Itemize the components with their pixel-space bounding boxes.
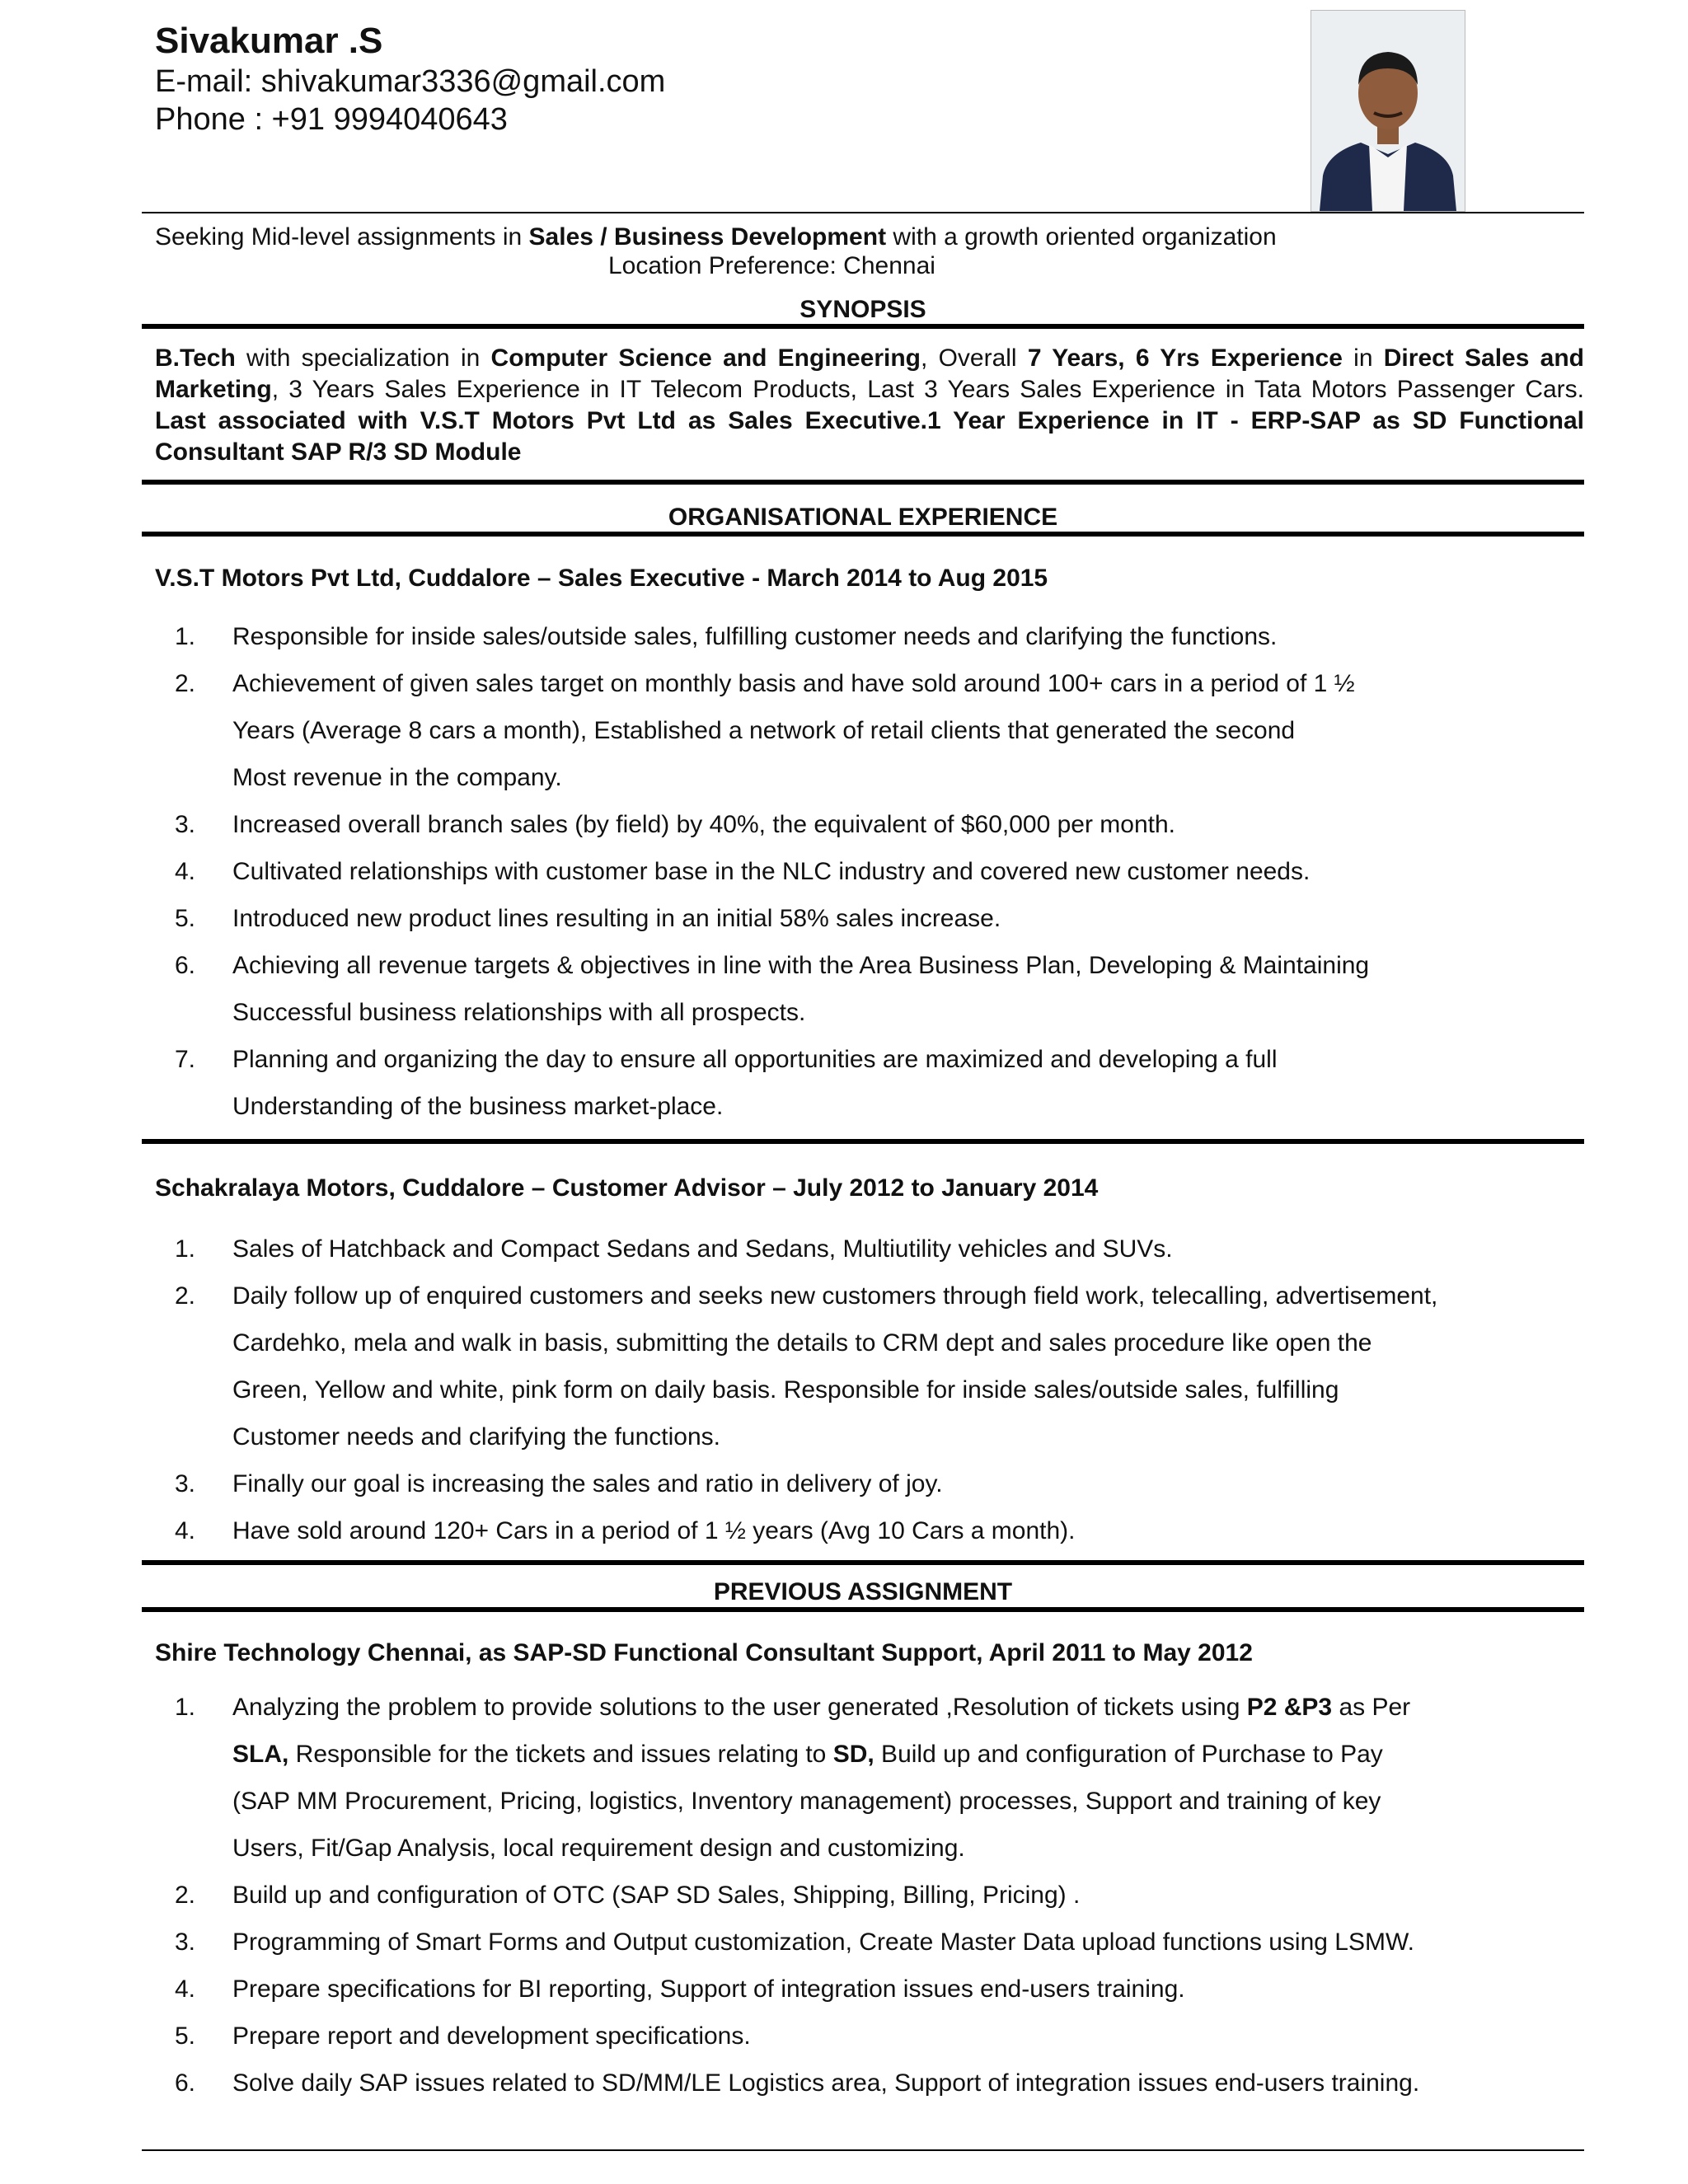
list-item [155,1272,1584,1460]
list-item [155,1684,1584,1872]
list-line: (SAP MM Procurement, Pricing, logistics, Inventory management) processes, Support and training of key [232,1788,1381,1815]
experience-divider [142,532,1584,537]
objective-text: Seeking Mid-level assignments in [155,223,529,251]
last-role-text: Last associated with V.S.T Motors Pvt Ltd as Sales Executive.1 Year Experience in IT - ERP-SAP as SD Functional Consultant SAP R/3 SD Module [155,407,1584,466]
shire-title-dates: , April 2011 to May 2012 [976,1639,1253,1666]
list-line: Understanding of the business market-place. [232,1093,724,1120]
list-item [155,1966,1584,2013]
list-line: Increased overall branch sales (by field) by 40%, the equivalent of $60,000 per month. [232,811,1176,838]
list-line: Successful business relationships with all prospects. [232,999,806,1026]
list-item [155,1460,1584,1507]
list-line: Green, Yellow and white, pink form on daily basis. Responsible for inside sales/outside sales, fulfilling [232,1376,1339,1404]
phone-line: Phone : +91 9994040643 [155,102,508,137]
email-line[interactable]: E-mail: shivakumar3336@gmail.com [155,64,666,99]
list-number: 3. [175,1929,196,1956]
list-number: 7. [175,1046,196,1073]
list-item [155,1507,1584,1554]
list-line: Prepare report and development specifications. [232,2022,751,2050]
list-line: Years (Average 8 cars a month), Established a network of retail clients that generated the second [232,717,1296,744]
list-line: Sales of Hatchback and Compact Sedans and Sedans, Multiutility vehicles and SUVs. [232,1235,1173,1263]
list-number: 5. [175,2022,196,2050]
job-duties-shire [155,1684,1584,2107]
synopsis-paragraph [155,343,1584,468]
list-item [155,942,1584,1036]
objective-line [155,223,1589,251]
list-line [232,1731,1584,1778]
experience-heading: ORGANISATIONAL EXPERIENCE [668,504,1058,531]
synopsis-text: , Overall [921,344,1028,372]
duty-highlight: SD, [832,1741,874,1768]
duty-highlight: P2 &P3 [1246,1694,1333,1721]
list-number: 6. [175,952,196,979]
list-item [155,848,1584,895]
list-line: Solve daily SAP issues related to SD/MM/LE Logistics area, Support of integration issues end-users training. [232,2069,1420,2097]
list-line: Most revenue in the company. [232,764,562,791]
synopsis-divider-top [142,324,1584,329]
list-line: Daily follow up of enquired customers and seeks new customers through field work, telecalling, advertisement, [232,1282,1438,1310]
footer-divider [142,2149,1584,2151]
list-number: 2. [175,1282,196,1310]
list-line: Prepare specifications for BI reporting, Support of integration issues end-users training. [232,1975,1185,2003]
list-number: 1. [175,1694,196,1721]
job-title-schakralaya: Schakralaya Motors, Cuddalore – Customer Advisor – July 2012 to January 2014 [155,1174,1099,1202]
resume-header [155,20,665,138]
list-line: Cardehko, mela and walk in basis, submitting the details to CRM dept and sales procedure like open the [232,1329,1372,1357]
objective-block [155,223,1589,280]
synopsis-text: with specialization in [235,344,491,372]
synopsis-heading: SYNOPSIS [799,296,926,323]
synopsis-text: in [1342,344,1384,372]
experience-years-text: 7 Years, 6 Yrs Experience [1027,344,1343,372]
list-item [155,1872,1584,1919]
objective-text-end: with a growth oriented organization [886,223,1277,251]
previous-divider-bottom [142,1607,1584,1612]
list-number: 6. [175,2069,196,2097]
domain-text: Direct Sales and Marketing [155,344,1584,403]
list-item [155,2013,1584,2060]
job-title-shire [155,1638,1253,1668]
list-item [155,801,1584,848]
list-item [155,1226,1584,1272]
list-line: Programming of Smart Forms and Output customization, Create Master Data upload functions using LSMW. [232,1929,1414,1956]
shire-title-text: Shire Technology Chennai, as SAP-SD Functional Consultant Support [155,1639,977,1666]
duty-text: Analyzing the problem to provide solutions to the user generated ,Resolution of tickets using [232,1694,1247,1721]
list-line: Planning and organizing the day to ensure all opportunities are maximized and developing a full [232,1046,1278,1073]
list-number: 2. [175,670,196,697]
list-line: Finally our goal is increasing the sales and ratio in delivery of joy. [232,1470,943,1497]
objective-highlight: Sales / Business Development [528,223,887,251]
degree-text: B.Tech [155,344,236,372]
job-title-vst: V.S.T Motors Pvt Ltd, Cuddalore – Sales Executive - March 2014 to Aug 2015 [155,565,1048,592]
list-line: Customer needs and clarifying the functions. [232,1423,720,1451]
list-line: Cultivated relationships with customer base in the NLC industry and covered new customer needs. [232,858,1311,885]
list-number: 1. [175,1235,196,1263]
list-number: 4. [175,858,196,885]
list-line: Responsible for inside sales/outside sales, fulfilling customer needs and clarifying the functions. [232,623,1278,650]
list-item [155,895,1584,942]
candidate-name: Sivakumar .S [155,21,383,61]
duty-text: as Per [1332,1694,1411,1721]
list-number: 1. [175,623,196,650]
list-line: Achieving all revenue targets & objectives in line with the Area Business Plan, Developing & Maintaining [232,952,1370,979]
list-item [155,1919,1584,1966]
header-divider [142,212,1584,213]
job-divider [142,1139,1584,1144]
duty-text: Responsible for the tickets and issues relating to [288,1741,833,1768]
list-number: 3. [175,811,196,838]
list-line: Introduced new product lines resulting in an initial 58% sales increase. [232,905,1001,932]
list-line: Have sold around 120+ Cars in a period of 1 ½ years (Avg 10 Cars a month). [232,1517,1076,1544]
duty-highlight: SLA, [232,1741,289,1768]
job-duties-schakralaya [155,1226,1584,1554]
previous-divider-top [142,1560,1584,1565]
list-line [232,1684,1584,1731]
list-item [155,613,1584,660]
profile-photo [1311,10,1465,212]
list-number: 4. [175,1975,196,2003]
list-item [155,2060,1584,2107]
list-number: 3. [175,1470,196,1497]
list-number: 4. [175,1517,196,1544]
list-line: Build up and configuration of OTC (SAP SD Sales, Shipping, Billing, Pricing) . [232,1882,1081,1909]
list-item [155,1036,1584,1130]
job-duties-vst [155,613,1584,1130]
previous-heading: PREVIOUS ASSIGNMENT [713,1578,1013,1605]
list-number: 2. [175,1882,196,1909]
location-preference: Location Preference: Chennai [608,252,935,279]
duty-text: Build up and configuration of Purchase to Pay [874,1741,1383,1768]
specialization-text: Computer Science and Engineering [490,344,921,372]
synopsis-divider-bottom [142,480,1584,485]
list-number: 5. [175,905,196,932]
person-photo-icon [1311,11,1465,211]
synopsis-text: , 3 Years Sales Experience in IT Telecom Products, Last 3 Years Sales Experience in Tata Motors Passenger Cars. [271,376,1584,403]
list-line: Users, Fit/Gap Analysis, local requirement design and customizing. [232,1835,965,1862]
list-line: Achievement of given sales target on monthly basis and have sold around 100+ cars in a period of 1 ½ [232,670,1355,697]
list-item [155,660,1584,801]
